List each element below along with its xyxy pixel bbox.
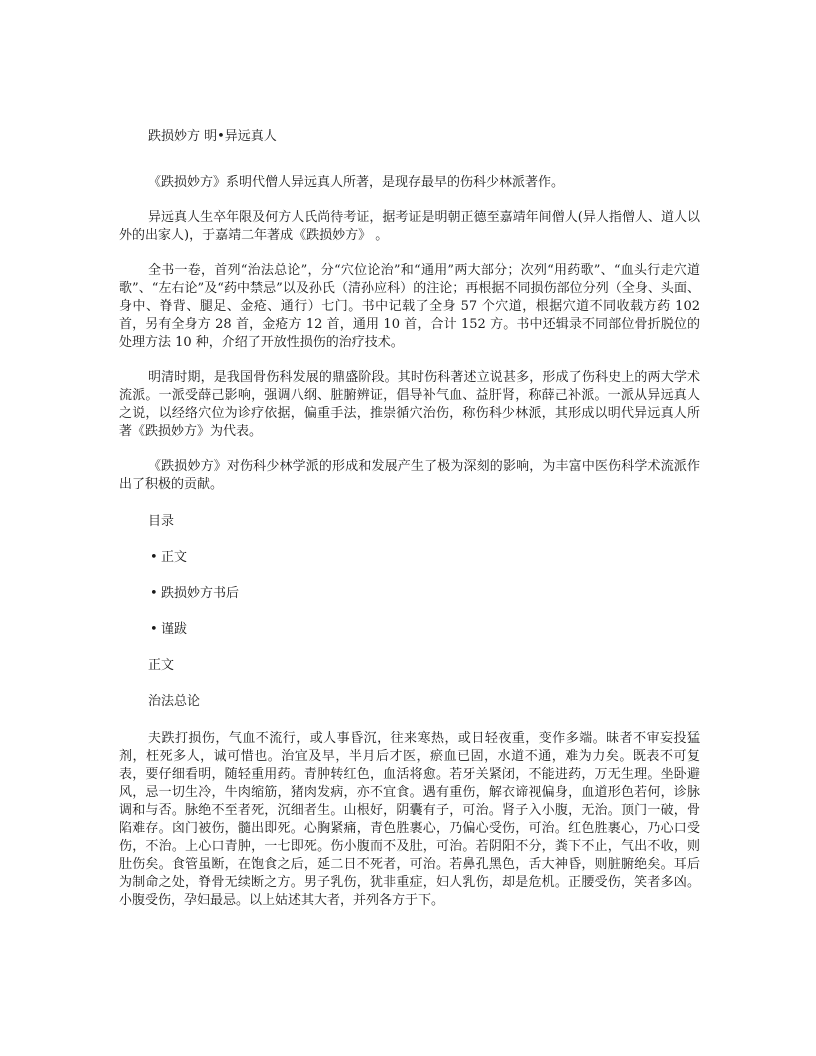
toc-item-label[interactable]: 谨跋 (161, 622, 188, 637)
section-heading: 正文 (148, 658, 175, 673)
intro-paragraph-4-text: 明清时期，是我国骨伤科发展的鼎盛阶段。其时伤科著述立说甚多，形成了伤科史上的两大学术流派。一派受薛己影响，强调八纲、脏腑辨证，倡导补气血、益肝肾，称薛己补派。一派从异远真人之说，以经络穴位为诊疗依据，偏重手法，推崇循穴治伤，称伤科少林派，其形成以明代异远真人所著《跌损妙方》为代表。 (119, 370, 700, 439)
document-title: 跌损妙方 明•异远真人 (148, 129, 277, 144)
subsection-heading: 治法总论 (148, 694, 201, 709)
toc-heading: 目录 (148, 514, 175, 529)
body-paragraph-text: 夫跌打损伤，气血不流行，或人事昏沉，往来寒热，或日轻夜重，变作多端。昧者不审妄投猛剂，枉死多人，诚可惜也。治宜及早，半月后才医，瘀血已固，水道不通，难为力矣。既表不可复表，要仔细看明，随轻重用药。青肿转红色，血活将愈。若牙关紧闭，不能进药，万无生理。坐卧避风，忌一切生冷，牛肉缩筋，猪肉发病，亦不宜食。遇有重伤，解衣谛视偏身，血道形色若何，诊脉调和与否。脉绝不至者死，沉细者生。山根好，阴囊有子，可治。肾子入小腹，无治。顶门一破，骨陷难存。囟门被伤，髓出即死。心胸紧痛，青色胜裹心，乃偏心受伤，可治。红色胜裹心，乃心口受伤，不治。上心口青肿，一七即死。伤小腹而不及肚，可治。若阴阳不分，粪下不止，气出不收，则肚伤矣。食管虽断，在饱食之后，延二日不死者，可治。若鼻孔黑色，舌大神昏，则脏腑绝矣。耳后为制命之处，脊骨无续断之方。男子乳伤，犹非重症，妇人乳伤，却是危机。正腰受伤，笑者多凶。小腹受伤，孕妇最忌。以上姑述其大者，并列各方于下。 (119, 731, 700, 908)
bullet-icon: • (150, 586, 158, 601)
toc-item[interactable] (150, 585, 239, 603)
intro-paragraph-4 (119, 369, 700, 441)
bullet-icon: • (150, 550, 158, 565)
intro-paragraph-5-text: 《跌损妙方》对伤科少林学派的形成和发展产生了极为深刻的影响，为丰富中医伤科学术流派作出了积极的贡献。 (119, 459, 700, 492)
intro-paragraph-5 (119, 458, 700, 494)
intro-paragraph-3 (119, 262, 700, 352)
toc-item[interactable] (150, 549, 187, 567)
intro-paragraph-1-text: 《跌损妙方》系明代僧人异远真人所著，是现存最早的伤科少林派著作。 (148, 175, 565, 190)
intro-paragraph-3-text: 全书一卷，首列“治法总论”，分“穴位论治”和“通用”两大部分；次列“用药歌”、“血头行走穴道歌”、“左右论”及“药中禁忌”以及孙氏（清孙应科）的注论；再根据不同损伤部位分列（全身、头面、身中、脊背、腿足、金疮、通行）七门。书中记载了全身 57 个穴道，根据穴道不同收载方药 102 首，另有全身方 28 首，金疮方 12 首，通用 10 首，合计 152 方。书中还辑录不同部位骨折脱位的处理方法 10 种，介绍了开放性损伤的治疗技术。 (119, 263, 700, 350)
intro-paragraph-2-text: 异远真人生卒年限及何方人氏尚待考证，据考证是明朝正德至嘉靖年间僧人(异人指僧人、道人以外的出家人)，于嘉靖二年著成《跌损妙方》 。 (119, 210, 700, 243)
body-paragraph (119, 730, 700, 910)
bullet-icon: • (150, 622, 158, 637)
toc-item-label[interactable]: 跌损妙方书后 (161, 586, 240, 601)
toc-item[interactable] (150, 621, 187, 639)
intro-paragraph-2 (119, 209, 700, 245)
toc-item-label[interactable]: 正文 (161, 550, 188, 565)
intro-paragraph-1 (119, 174, 700, 192)
